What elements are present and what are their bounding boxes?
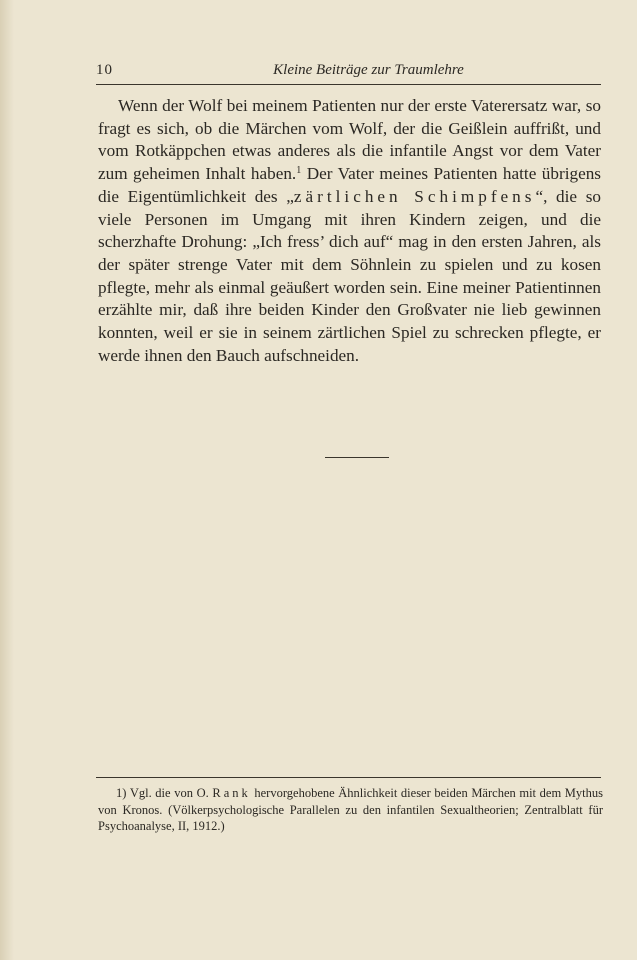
footnote <box>98 785 603 835</box>
body-text-part-1: Wenn der Wolf bei meinem Patienten nur der erste Vaterersatz war, so fragt es sich, ob die Märchen vom Wolf, der die Geißlein auffrißt, und vom Rotkäppchen etwas anderes als die infantile Angst vor dem Vater zum geheimen Inhalt haben. <box>98 96 601 184</box>
footnote-marker: 1 <box>296 165 302 177</box>
footnote-text-pre: Vgl. die von O. <box>126 786 213 800</box>
footnote-author: Rank <box>212 786 251 800</box>
page-number: 10 <box>96 62 113 78</box>
footnote-text-post: hervorgehobene Ähnlichkeit dieser beiden Märchen mit dem Mythus von Kronos. (Völkerpsychologische Parallelen zu den infantilen Sexualtheorien; Zentralblatt für Psychoanalyse, II, 1912.) <box>98 786 603 833</box>
running-header <box>96 62 601 82</box>
section-divider <box>325 457 389 458</box>
body-text-part-3: “, die so viele Personen im Umgang mit ihren Kindern zeigen, und die scherzhafte Drohung: „Ich fress’ dich auf“ mag in den ersten Jahren, als der später strenge Vater mit dem Söhnlein zu spielen und zu kosen pflegte, mehr als einmal geäußert worden sein. Eine meiner Patientinnen erzählte mir, daß ihre beiden Kinder den Großvater nie lieb gewinnen konnten, weil er sie in seinem zärtlichen Spiel zu schrecken pflegte, er werde ihnen den Bauch aufschneiden. <box>98 186 601 365</box>
body-text-part-2: Der Vater meines Patienten hatte übrigens die Eigentümlichkeit des „ <box>98 164 601 206</box>
body-paragraph <box>98 95 601 367</box>
footnote-rule <box>96 777 601 778</box>
page-gutter-shadow <box>0 0 14 960</box>
running-title: Kleine Beiträge zur Traumlehre <box>273 62 464 78</box>
footnote-number: 1) <box>116 786 127 800</box>
header-rule <box>96 84 601 85</box>
letterspaced-phrase: zärtlichen Schimpfens <box>293 186 536 206</box>
